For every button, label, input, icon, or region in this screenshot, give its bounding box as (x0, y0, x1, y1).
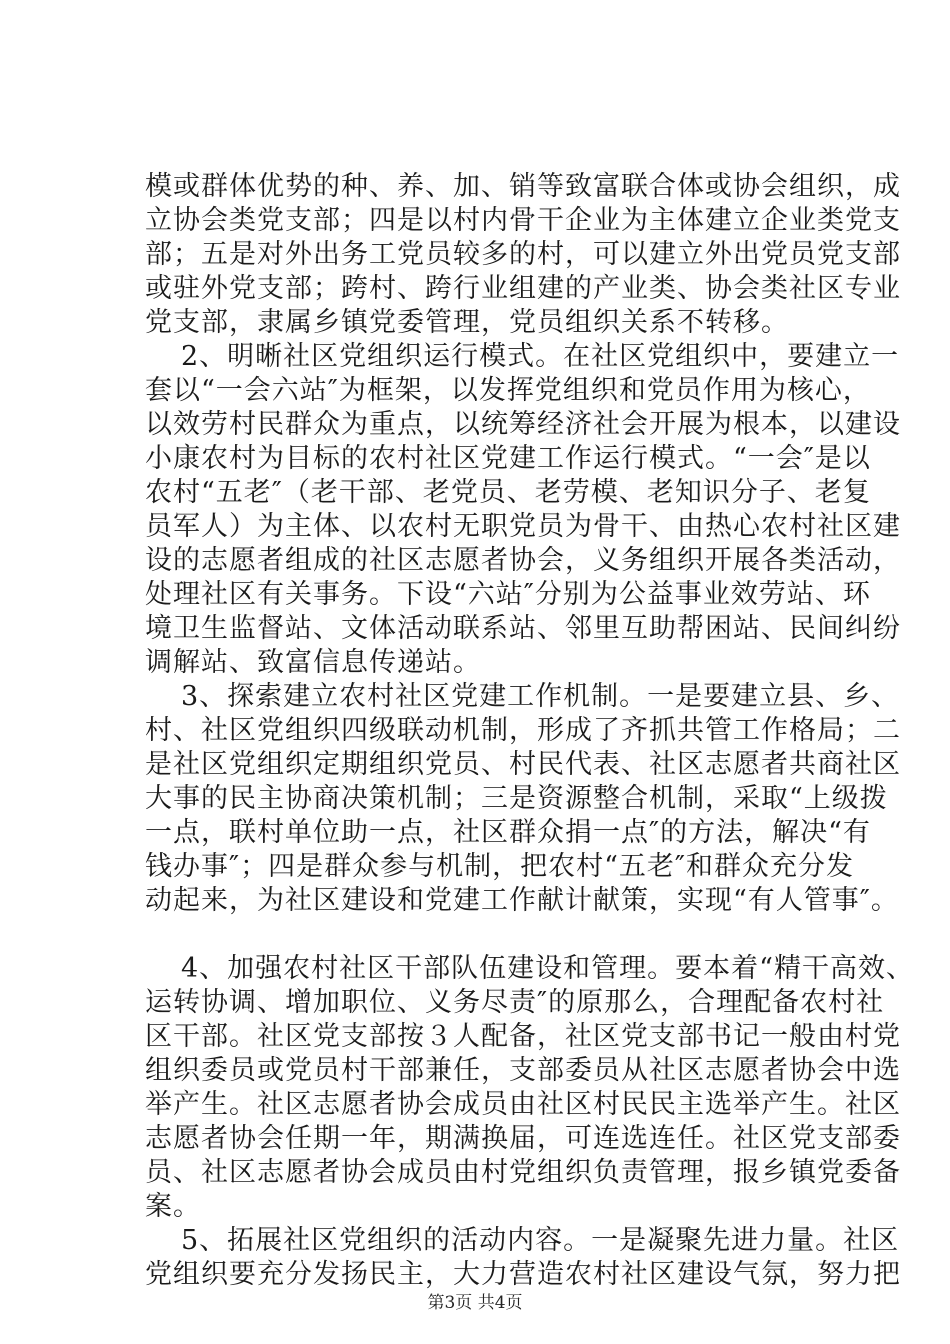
text-line: 一点，联村单位助一点，社区群众捐一点″的方法，解决“有 (145, 817, 871, 848)
text-line: 模或群体优势的种、养、加、销等致富联合体或协会组织，成 (145, 171, 901, 202)
text-line: 是社区党组织定期组织党员、村民代表、社区志愿者共商社区 (145, 749, 901, 780)
text-line: 组织委员或党员村干部兼任，支部委员从社区志愿者协会中选 (145, 1055, 901, 1086)
text-line: 农村“五老″（老干部、老党员、老劳模、老知识分子、老复 (145, 477, 871, 508)
text-line: 设的志愿者组成的社区志愿者协会，义务组织开展各类活动， (145, 545, 901, 576)
text-line: 部；五是对外出务工党员较多的村，可以建立外出党员党支部 (145, 239, 901, 270)
text-line: 党支部，隶属乡镇党委管理，党员组织关系不转移。 (145, 307, 789, 338)
text-line: 运转协调、增加职位、义务尽责″的原那么，合理配备农村社 (145, 987, 885, 1018)
text-line: 3、探索建立农村社区党建工作机制。一是要建立县、乡、 (181, 681, 900, 712)
text-line: 2、明晰社区党组织运行模式。在社区党组织中，要建立一 (181, 341, 900, 372)
text-line: 以效劳村民群众为重点，以统筹经济社会开展为根本，以建设 (145, 409, 901, 440)
paragraph-4 (145, 952, 914, 1224)
text-line: 案。 (145, 1191, 201, 1222)
page-footer: 第3页 共4页 (427, 1293, 523, 1313)
text-line: 志愿者协会任期一年，期满换届，可连选连任。社区党支部委 (145, 1123, 901, 1154)
text-line: 村、社区党组织四级联动机制，形成了齐抓共管工作格局；二 (145, 715, 901, 746)
text-line: 立协会类党支部；四是以村内骨干企业为主体建立企业类党支 (145, 205, 901, 236)
text-line: 党组织要充分发扬民主，大力营造农村社区建设气氛，努力把 (145, 1259, 901, 1290)
text-line: 动起来，为社区建设和党建工作献计献策，实现“有人管事″。 (145, 885, 899, 916)
text-line: 举产生。社区志愿者协会成员由社区村民民主选举产生。社区 (145, 1089, 901, 1120)
paragraph-3 (145, 680, 901, 918)
text-line: 处理社区有关事务。下设“六站″分别为公益事业效劳站、环 (145, 579, 871, 610)
text-line: 区干部。社区党支部按３人配备，社区党支部书记一般由村党 (145, 1021, 901, 1052)
text-line: 4、加强农村社区干部队伍建设和管理。要本着“精干高效、 (181, 953, 914, 984)
text-line: 境卫生监督站、文体活动联系站、邻里互助帮困站、民间纠纷 (145, 613, 901, 644)
text-line: 或驻外党支部；跨村、跨行业组建的产业类、协会类社区专业 (145, 273, 901, 304)
text-line: 钱办事″；四是群众参与机制，把农村“五老″和群众充分发 (145, 851, 854, 882)
text-line: 员、社区志愿者协会成员由村党组织负责管理，报乡镇党委备 (145, 1157, 901, 1188)
text-line: 5、拓展社区党组织的活动内容。一是凝聚先进力量。社区 (181, 1225, 900, 1256)
text-line: 小康农村为目标的农村社区党建工作运行模式。“一会″是以 (145, 443, 871, 474)
paragraph-spacer (145, 918, 835, 952)
text-line: 大事的民主协商决策机制；三是资源整合机制，采取“上级拨 (145, 783, 888, 814)
paragraph-5 (145, 1224, 901, 1292)
text-line: 套以“一会六站″为框架，以发挥党组织和党员作用为核心， (145, 375, 871, 406)
paragraph-1 (145, 170, 901, 340)
text-line: 调解站、致富信息传递站。 (145, 647, 481, 678)
paragraph-2 (145, 340, 901, 680)
text-line: 员军人）为主体、以农村无职党员为骨干、由热心农村社区建 (145, 511, 901, 542)
document-body (145, 170, 914, 1292)
